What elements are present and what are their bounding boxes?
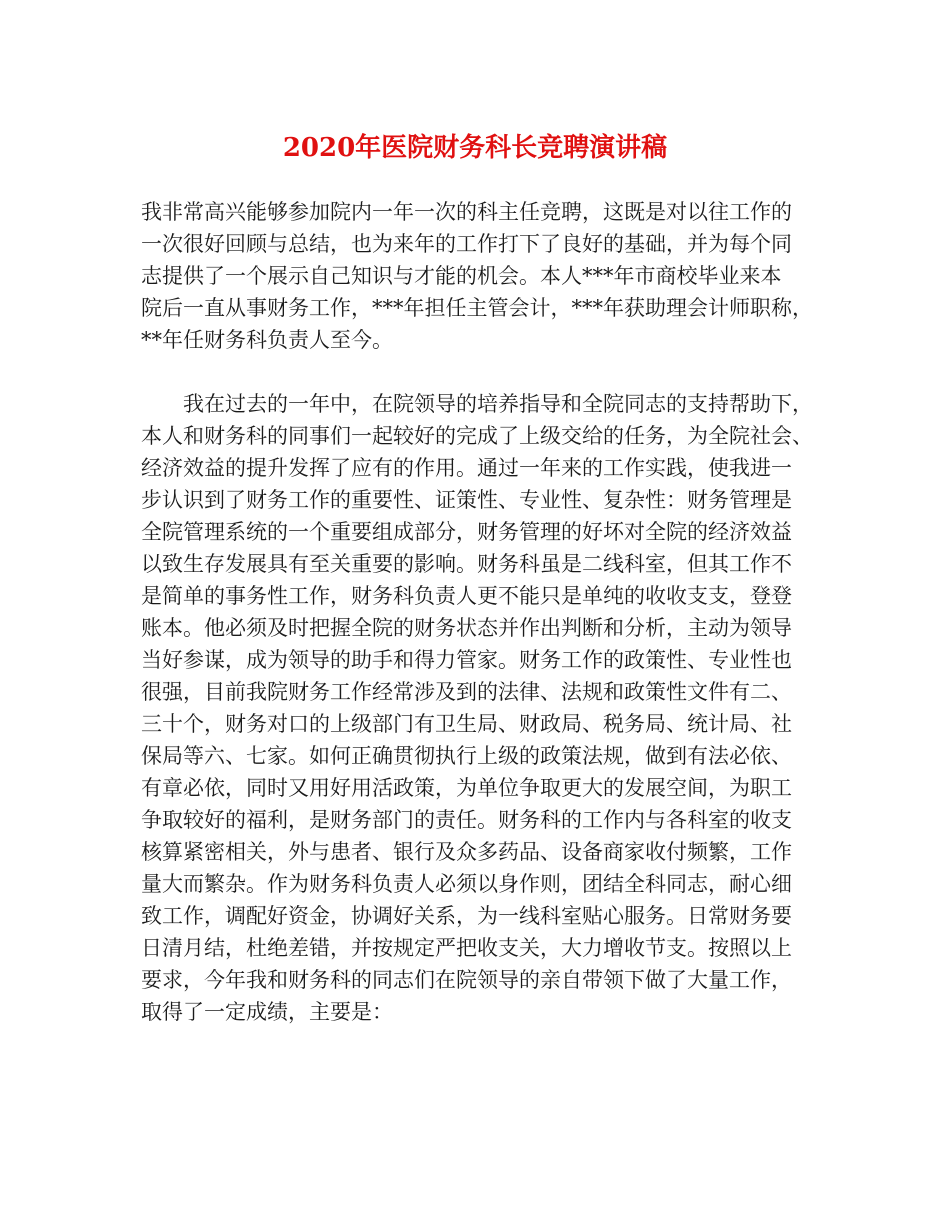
text-line: 我在过去的一年中，在院领导的培养指导和全院同志的支持帮助下， xyxy=(141,392,813,416)
document-title: 2020年医院财务科长竞聘演讲稿 xyxy=(282,133,668,163)
text-line: 是简单的事务性工作，财务科负责人更不能只是单纯的收收支支，登登 xyxy=(141,584,792,608)
text-line: 以致生存发展具有至关重要的影响。财务科虽是二线科室，但其工作不 xyxy=(141,552,792,576)
text-line: **年任财务科负责人至今。 xyxy=(141,328,393,352)
text-line: 院后一直从事财务工作，***年担任主管会计，***年获助理会计师职称， xyxy=(141,296,813,320)
text-line: 要求，今年我和财务科的同志们在院领导的亲自带领下做了大量工作， xyxy=(141,968,792,992)
paragraph-review xyxy=(141,388,821,1028)
text-line: 当好参谋，成为领导的助手和得力管家。财务工作的政策性、专业性也 xyxy=(141,648,792,672)
text-line: 核算紧密相关，外与患者、银行及众多药品、设备商家收付频繁，工作 xyxy=(141,840,792,864)
text-line: 争取较好的福利，是财务部门的责任。财务科的工作内与各科室的收支 xyxy=(141,808,792,832)
text-line: 保局等六、七家。如何正确贯彻执行上级的政策法规，做到有法必依、 xyxy=(141,744,792,768)
text-line: 步认识到了财务工作的重要性、证策性、专业性、复杂性：财务管理是 xyxy=(141,488,792,512)
text-line: 致工作，调配好资金，协调好关系，为一线科室贴心服务。日常财务要 xyxy=(141,904,792,928)
text-line: 全院管理系统的一个重要组成部分，财务管理的好坏对全院的经济效益 xyxy=(141,520,792,544)
text-line: 一次很好回顾与总结，也为来年的工作打下了良好的基础，并为每个同 xyxy=(141,232,792,256)
text-line: 账本。他必须及时把握全院的财务状态并作出判断和分析，主动为领导 xyxy=(141,616,792,640)
text-line: 日清月结，杜绝差错，并按规定严把收支关，大力增收节支。按照以上 xyxy=(141,936,792,960)
text-line: 很强，目前我院财务工作经常涉及到的法律、法规和政策性文件有二、 xyxy=(141,680,792,704)
text-line: 取得了一定成绩，主要是： xyxy=(141,1000,393,1024)
text-line: 有章必依，同时又用好用活政策，为单位争取更大的发展空间，为职工 xyxy=(141,776,792,800)
text-line: 志提供了一个展示自己知识与才能的机会。本人***年市商校毕业来本 xyxy=(141,264,782,288)
text-line: 量大而繁杂。作为财务科负责人必须以身作则，团结全科同志，耐心细 xyxy=(141,872,792,896)
text-line: 三十个，财务对口的上级部门有卫生局、财政局、税务局、统计局、社 xyxy=(141,712,792,736)
text-line: 我非常高兴能够参加院内一年一次的科主任竞聘，这既是对以往工作的 xyxy=(141,200,792,224)
text-line: 本人和财务科的同事们一起较好的完成了上级交给的任务，为全院社会、 xyxy=(141,424,813,448)
text-line: 经济效益的提升发挥了应有的作用。通过一年来的工作实践，使我进一 xyxy=(141,456,792,480)
paragraph-intro xyxy=(141,196,821,356)
